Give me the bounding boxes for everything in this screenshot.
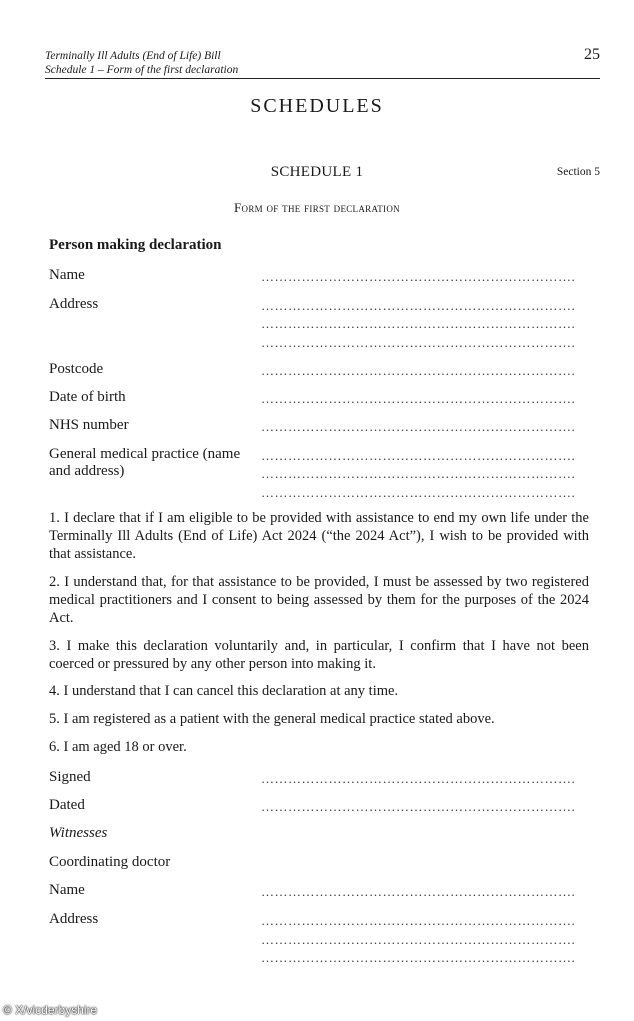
doctor-name-field[interactable]: ……………………………………………………………. xyxy=(261,884,576,899)
schedule-heading: SCHEDULE 1 xyxy=(270,164,364,180)
date-of-birth-label: Date of birth xyxy=(49,389,126,405)
declaration-paragraph-6: 6. I am aged 18 or over. xyxy=(49,739,187,755)
nhs-number-label: NHS number xyxy=(49,417,129,433)
name-label: Name xyxy=(49,267,85,283)
declaration-paragraph-3: 3. I make this declaration voluntarily and, in particular, I confirm that I have not been coerced or pressured by any other person into making it. xyxy=(49,638,589,672)
doctor-name-label: Name xyxy=(49,882,85,898)
name-field[interactable]: ……………………………………………………………. xyxy=(261,269,576,284)
postcode-field[interactable]: ……………………………………………………………. xyxy=(261,363,576,378)
declaration-paragraph-4: 4. I understand that I can cancel this declaration at any time. xyxy=(49,683,399,699)
nhs-number-field[interactable]: ……………………………………………………………. xyxy=(261,419,576,434)
address-field-line[interactable]: ……………………………………………………………. xyxy=(261,298,576,313)
address-field-line[interactable]: ……………………………………………………………. xyxy=(261,335,576,350)
gp-practice-field-line[interactable]: ……………………………………………………………. xyxy=(261,466,576,481)
doctor-address-field-line[interactable]: ……………………………………………………………. xyxy=(261,932,576,947)
schedules-title: SCHEDULES xyxy=(250,95,384,117)
dated-label: Dated xyxy=(49,797,85,813)
doctor-address-label: Address xyxy=(49,911,99,927)
declaration-paragraph-1: 1. I declare that if I am eligible to be provided with assistance to end my own life under the Terminally Ill Adults (End of Life) Act 2024 (“the 2024 Act”), I wish to be provided with that assistance. xyxy=(49,510,589,562)
gp-practice-field-line[interactable]: ……………………………………………………………. xyxy=(261,448,576,463)
postcode-label: Postcode xyxy=(49,361,104,377)
coordinating-doctor-heading: Coordinating doctor xyxy=(49,854,171,870)
gp-practice-label-line2: and address) xyxy=(49,463,125,479)
page-number: 25 xyxy=(584,46,600,63)
declaration-paragraph-5: 5. I am registered as a patient with the general medical practice stated above. xyxy=(49,711,495,727)
declaration-paragraph-2: 2. I understand that, for that assistance to be provided, I must be assessed by two registered medical practitioners and I consent to being assessed by them for the purposes of the 2024 Act. xyxy=(49,574,589,626)
header-rule xyxy=(45,78,600,79)
running-header-schedule-ref: Schedule 1 – Form of the first declaration xyxy=(45,64,239,76)
running-header-bill-title: Terminally Ill Adults (End of Life) Bill xyxy=(45,50,221,62)
gp-practice-label-line1: General medical practice (name xyxy=(49,446,241,462)
gp-practice-field-line[interactable]: ……………………………………………………………. xyxy=(261,485,576,500)
date-of-birth-field[interactable]: ……………………………………………………………. xyxy=(261,391,576,406)
form-title: Form of the first declaration xyxy=(234,200,400,215)
doctor-address-field-line[interactable]: ……………………………………………………………. xyxy=(261,913,576,928)
date-field[interactable]: ……………………………………………………………. xyxy=(261,799,576,814)
watermark-credit: © X/vicderbyshire xyxy=(3,1003,98,1017)
signed-label: Signed xyxy=(49,769,91,785)
signature-field[interactable]: ……………………………………………………………. xyxy=(261,771,576,786)
address-label: Address xyxy=(49,296,99,312)
doctor-address-field-line[interactable]: ……………………………………………………………. xyxy=(261,950,576,965)
address-field-line[interactable]: ……………………………………………………………. xyxy=(261,316,576,331)
section-reference: Section 5 xyxy=(556,166,600,178)
witnesses-heading: Witnesses xyxy=(49,825,108,841)
person-making-declaration-heading: Person making declaration xyxy=(49,237,222,253)
